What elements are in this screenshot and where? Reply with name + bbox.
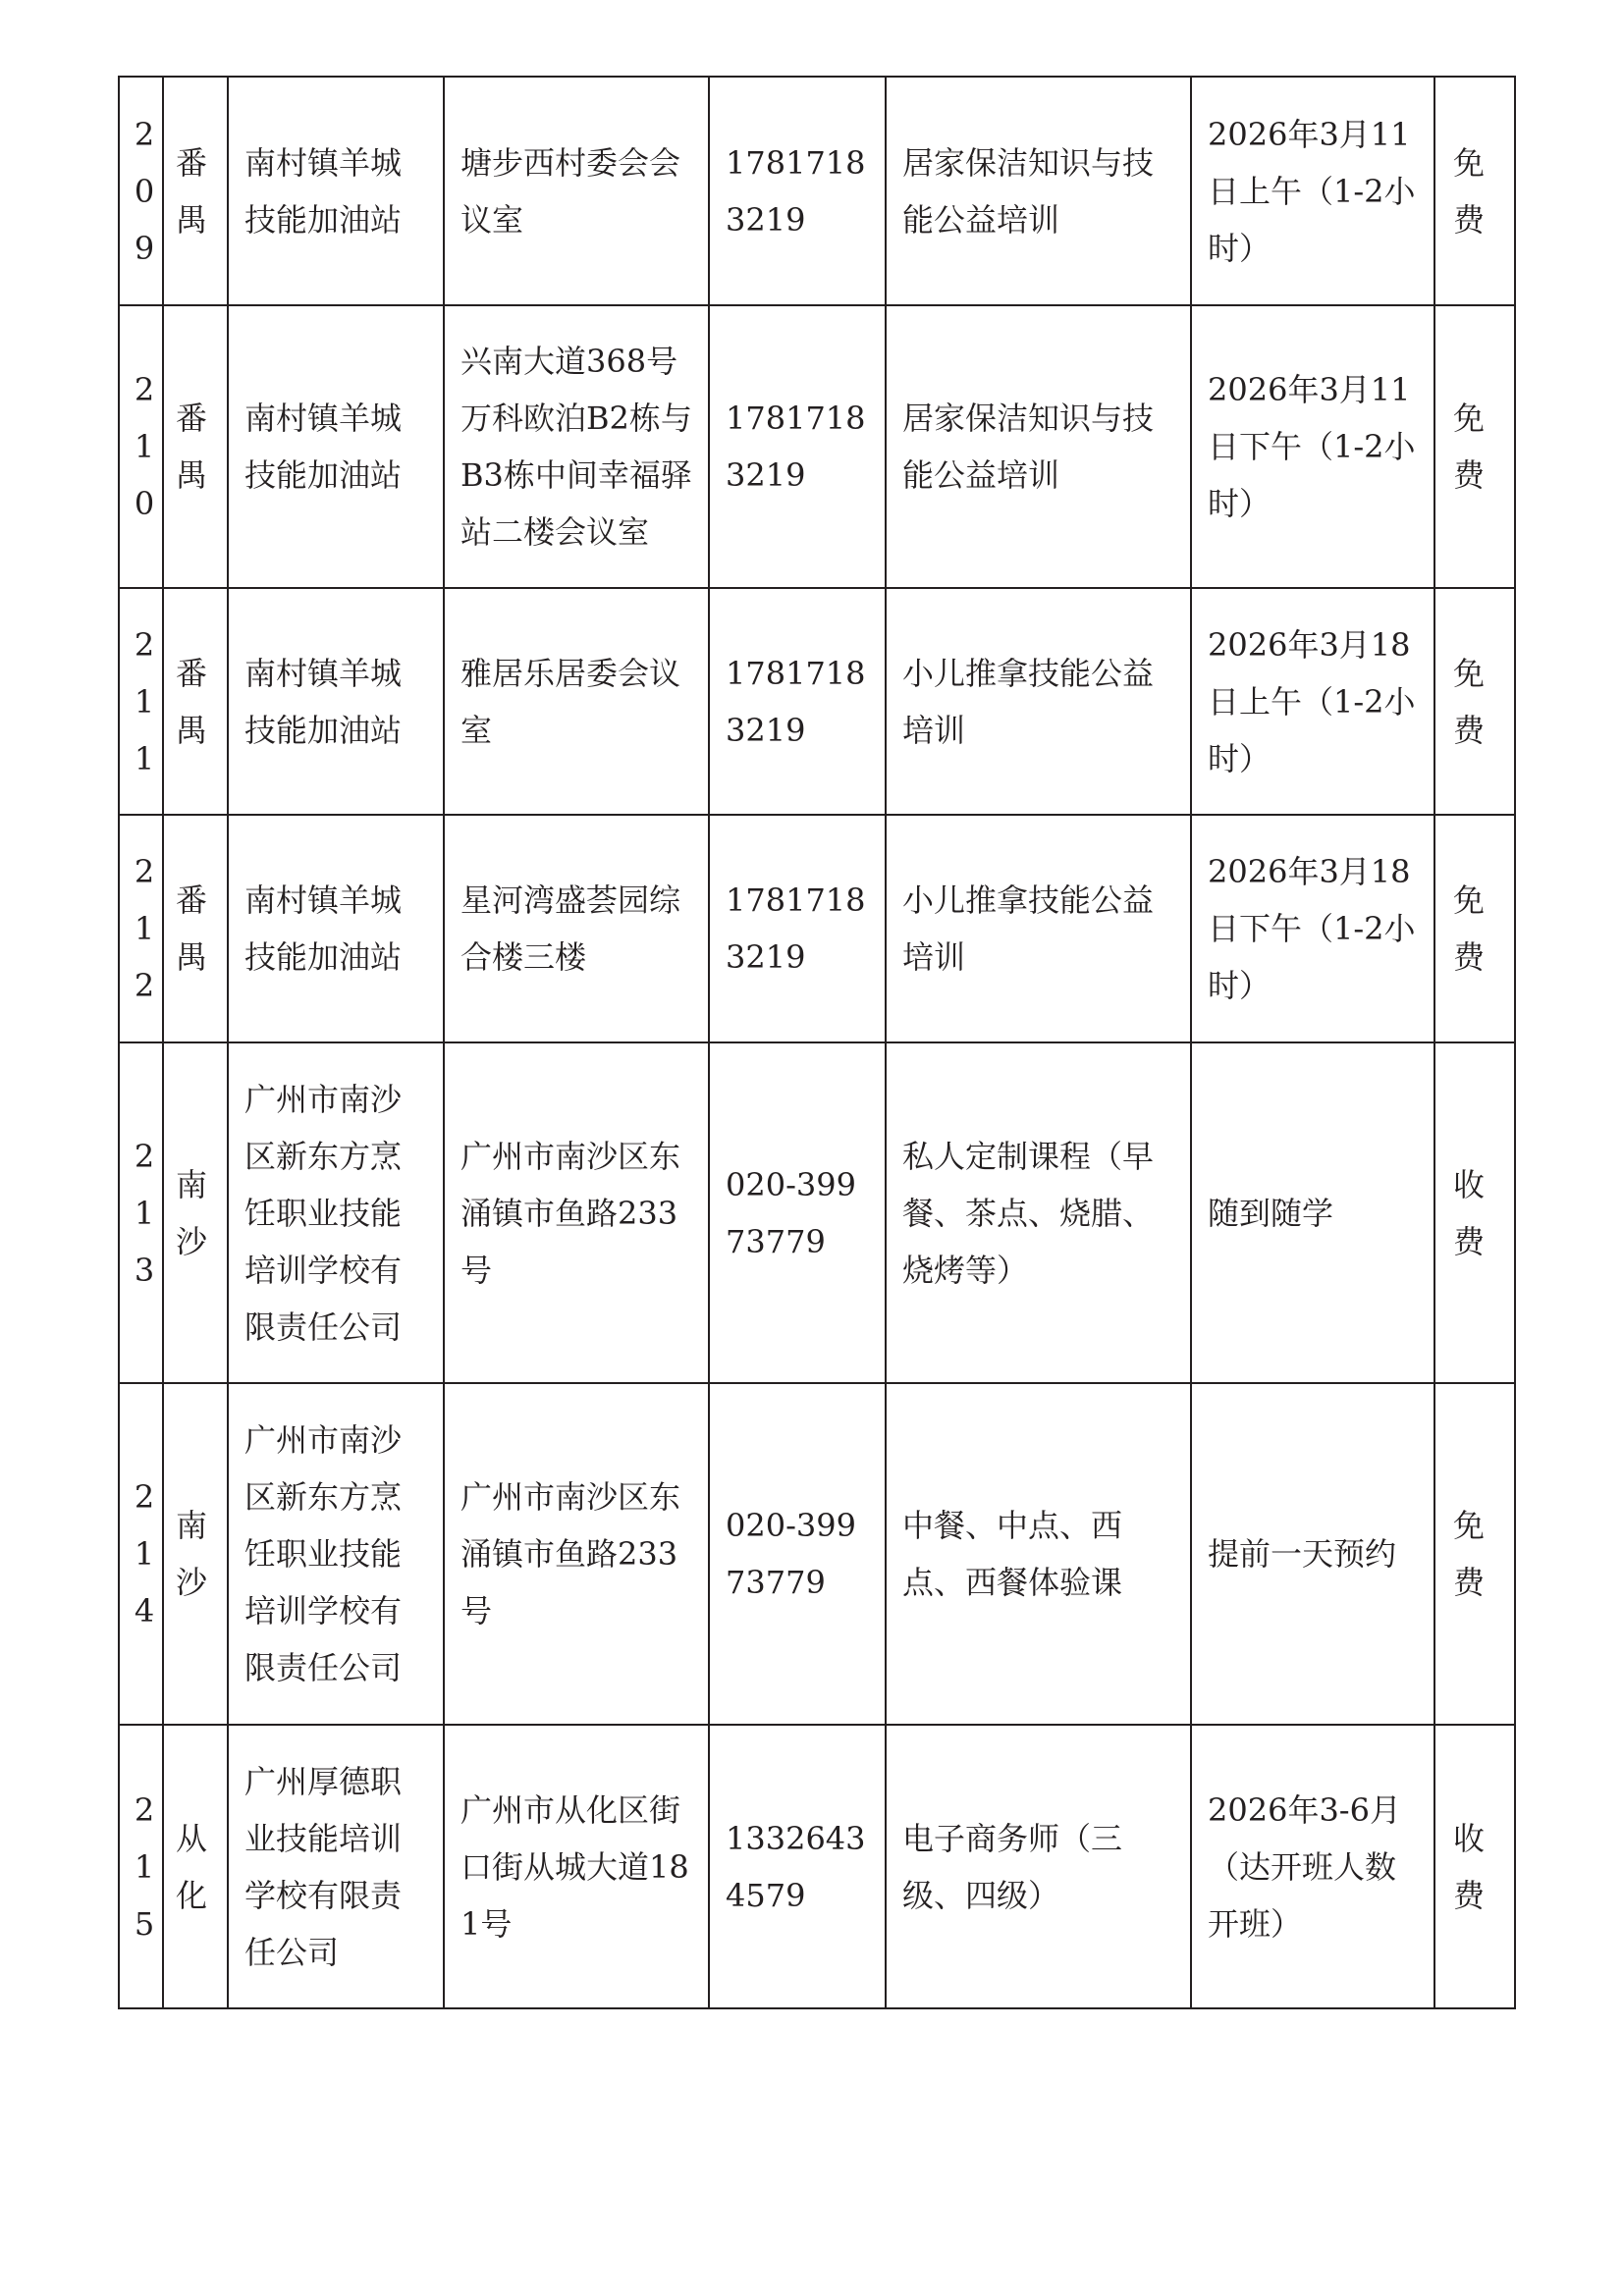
course-cell: 电子商务师（三级、四级） xyxy=(886,1725,1191,2008)
organization-cell: 广州市南沙区新东方烹饪职业技能培训学校有限责任公司 xyxy=(228,1042,444,1383)
row-number-cell: 211 xyxy=(119,588,163,815)
time-cell: 提前一天预约 xyxy=(1191,1383,1434,1725)
address-cell: 星河湾盛荟园综合楼三楼 xyxy=(444,815,709,1042)
organization-cell: 广州厚德职业技能培训学校有限责任公司 xyxy=(228,1725,444,2008)
district-cell: 从化 xyxy=(163,1725,228,2008)
phone-cell: 17817183219 xyxy=(709,815,886,1042)
table-row xyxy=(119,1383,1515,1725)
fee-cell: 收费 xyxy=(1434,1042,1515,1383)
course-cell: 小儿推拿技能公益培训 xyxy=(886,588,1191,815)
row-number-cell: 210 xyxy=(119,305,163,588)
fee-cell: 收费 xyxy=(1434,1725,1515,2008)
row-number-cell: 213 xyxy=(119,1042,163,1383)
address-cell: 雅居乐居委会议室 xyxy=(444,588,709,815)
course-cell: 小儿推拿技能公益培训 xyxy=(886,815,1191,1042)
district-cell: 南沙 xyxy=(163,1042,228,1383)
course-cell: 私人定制课程（早餐、茶点、烧腊、烧烤等） xyxy=(886,1042,1191,1383)
table-row xyxy=(119,588,1515,815)
fee-cell: 免费 xyxy=(1434,1383,1515,1725)
time-cell: 2026年3月11日上午（1-2小时） xyxy=(1191,77,1434,305)
time-cell: 随到随学 xyxy=(1191,1042,1434,1383)
time-cell: 2026年3月18日下午（1-2小时） xyxy=(1191,815,1434,1042)
fee-cell: 免费 xyxy=(1434,815,1515,1042)
table-row xyxy=(119,77,1515,305)
table-row xyxy=(119,1725,1515,2008)
time-cell: 2026年3月18日上午（1-2小时） xyxy=(1191,588,1434,815)
table-row xyxy=(119,1042,1515,1383)
table-row xyxy=(119,305,1515,588)
fee-cell: 免费 xyxy=(1434,305,1515,588)
district-cell: 番禺 xyxy=(163,815,228,1042)
district-cell: 南沙 xyxy=(163,1383,228,1725)
district-cell: 番禺 xyxy=(163,588,228,815)
phone-cell: 020-39973779 xyxy=(709,1042,886,1383)
course-cell: 居家保洁知识与技能公益培训 xyxy=(886,305,1191,588)
organization-cell: 南村镇羊城技能加油站 xyxy=(228,305,444,588)
organization-cell: 南村镇羊城技能加油站 xyxy=(228,588,444,815)
course-cell: 居家保洁知识与技能公益培训 xyxy=(886,77,1191,305)
district-cell: 番禺 xyxy=(163,77,228,305)
address-cell: 兴南大道368号万科欧泊B2栋与B3栋中间幸福驿站二楼会议室 xyxy=(444,305,709,588)
phone-cell: 020-39973779 xyxy=(709,1383,886,1725)
address-cell: 广州市南沙区东涌镇市鱼路233号 xyxy=(444,1042,709,1383)
time-cell: 2026年3-6月（达开班人数开班） xyxy=(1191,1725,1434,2008)
phone-cell: 17817183219 xyxy=(709,305,886,588)
course-cell: 中餐、中点、西点、西餐体验课 xyxy=(886,1383,1191,1725)
district-cell: 番禺 xyxy=(163,305,228,588)
table-row xyxy=(119,815,1515,1042)
organization-cell: 南村镇羊城技能加油站 xyxy=(228,77,444,305)
phone-cell: 13326434579 xyxy=(709,1725,886,2008)
time-cell: 2026年3月11日下午（1-2小时） xyxy=(1191,305,1434,588)
row-number-cell: 212 xyxy=(119,815,163,1042)
phone-cell: 17817183219 xyxy=(709,77,886,305)
training-schedule-table xyxy=(118,76,1516,2009)
fee-cell: 免费 xyxy=(1434,588,1515,815)
phone-cell: 17817183219 xyxy=(709,588,886,815)
row-number-cell: 214 xyxy=(119,1383,163,1725)
address-cell: 广州市南沙区东涌镇市鱼路233号 xyxy=(444,1383,709,1725)
address-cell: 广州市从化区街口街从城大道181号 xyxy=(444,1725,709,2008)
fee-cell: 免费 xyxy=(1434,77,1515,305)
organization-cell: 广州市南沙区新东方烹饪职业技能培训学校有限责任公司 xyxy=(228,1383,444,1725)
organization-cell: 南村镇羊城技能加油站 xyxy=(228,815,444,1042)
row-number-cell: 209 xyxy=(119,77,163,305)
address-cell: 塘步西村委会会议室 xyxy=(444,77,709,305)
row-number-cell: 215 xyxy=(119,1725,163,2008)
